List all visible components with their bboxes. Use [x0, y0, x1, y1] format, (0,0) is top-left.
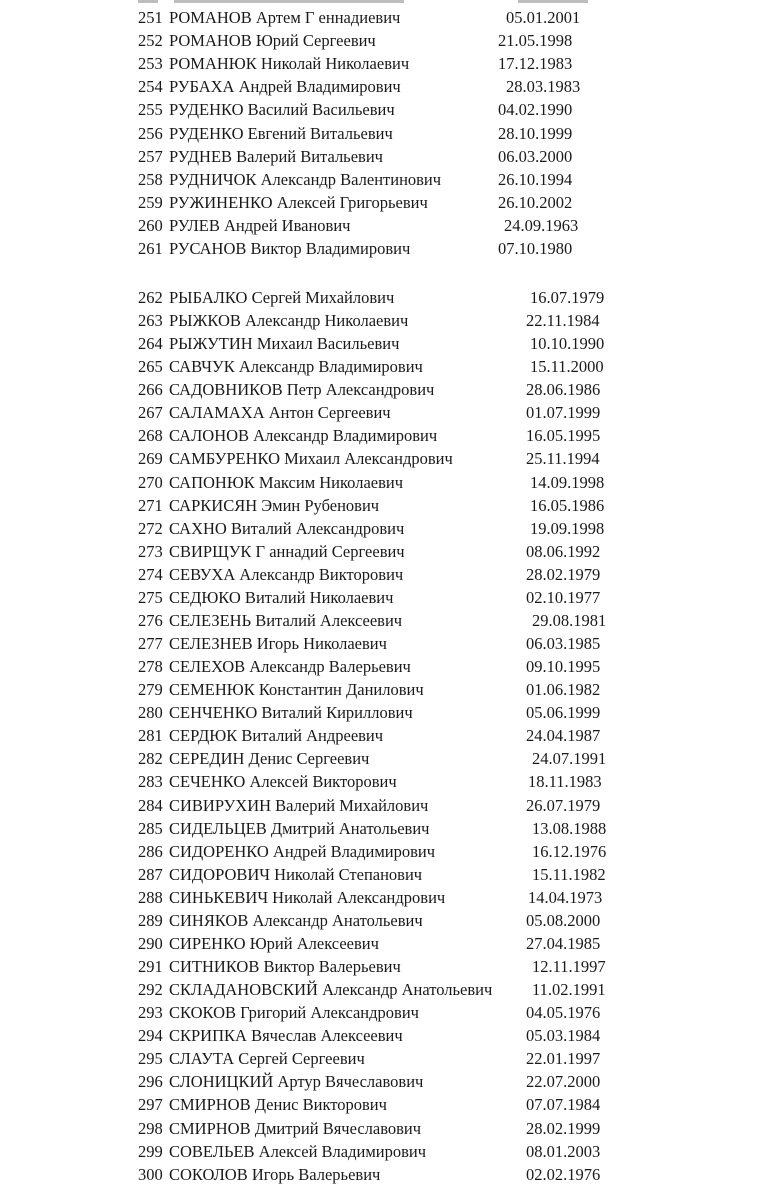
birth-date: 28.02.1979 — [526, 564, 601, 584]
row-number: 295 — [138, 1049, 163, 1069]
list-row — [138, 447, 600, 470]
person-name: СКОКОВ Григорий Александрович — [169, 1003, 419, 1023]
row-number: 273 — [138, 541, 163, 561]
person-name: РУДНЕВ Валерий Витальевич — [169, 146, 383, 166]
row-number: 279 — [138, 680, 163, 700]
person-name: СОВЕЛЬЕВ Алексей Владимирович — [169, 1141, 427, 1161]
list-row — [138, 863, 606, 886]
row-number: 298 — [138, 1118, 163, 1138]
birth-date: 05.08.2000 — [526, 910, 601, 930]
row-number: 255 — [138, 100, 163, 120]
row-number: 286 — [138, 841, 163, 861]
person-name: САХНО Виталий Александрович — [169, 518, 405, 538]
list-row — [138, 540, 601, 563]
birth-date: 28.02.1999 — [526, 1118, 601, 1138]
birth-date: 26.10.2002 — [498, 192, 573, 212]
list-row — [138, 817, 607, 840]
birth-date: 22.07.2000 — [526, 1072, 601, 1092]
cropped-row-top — [138, 0, 598, 4]
row-number: 289 — [138, 910, 163, 930]
row-number: 256 — [138, 123, 163, 143]
person-name: СИНЯКОВ Александр Анатольевич — [169, 910, 423, 930]
person-name: РУЖИНЕНКО Алексей Григорьевич — [169, 192, 428, 212]
person-name: СЕВУХА Александр Викторович — [169, 564, 404, 584]
list-row — [138, 29, 573, 52]
person-name: СИДОРЕНКО Андрей Владимирович — [169, 841, 436, 861]
row-number: 251 — [138, 8, 163, 27]
person-name: СЕЛЕЗНЕВ Игорь Николаевич — [169, 634, 387, 654]
birth-date: 24.04.1987 — [526, 726, 601, 746]
person-name: СКЛАДАНОВСКИЙ Александр Анатольевич — [169, 980, 493, 1000]
list-row — [138, 909, 601, 932]
birth-date: 02.02.1976 — [526, 1164, 601, 1184]
person-name: СКРИПКА Вячеслав Алексеевич — [169, 1026, 403, 1046]
person-name: РУДЕНКО Евгений Витальевич — [169, 123, 393, 143]
list-row — [138, 494, 605, 517]
row-number: 287 — [138, 864, 163, 884]
row-number: 269 — [138, 449, 163, 469]
birth-date: 07.07.1984 — [526, 1095, 601, 1115]
birth-date: 24.07.1991 — [532, 749, 607, 769]
cropped-text-fragment — [138, 0, 158, 3]
birth-date: 13.08.1988 — [532, 818, 607, 838]
birth-date: 11.02.1991 — [532, 980, 606, 1000]
row-number: 252 — [138, 31, 163, 51]
birth-date: 22.11.1984 — [526, 311, 600, 331]
row-number: 274 — [138, 564, 163, 584]
list-row — [138, 237, 573, 260]
person-name: РОМАНОВ Юрий Сергеевич — [169, 31, 376, 51]
birth-date: 04.05.1976 — [526, 1003, 601, 1023]
birth-date: 16.07.1979 — [530, 288, 605, 307]
row-number: 278 — [138, 657, 163, 677]
birth-date: 14.09.1998 — [530, 472, 605, 492]
birth-date: 15.11.1982 — [532, 864, 606, 884]
list-row — [138, 355, 604, 378]
row-number: 259 — [138, 192, 163, 212]
person-name: СЕЛЕЗЕНЬ Виталий Алексеевич — [169, 610, 403, 630]
list-row — [138, 840, 607, 863]
list-row — [138, 517, 605, 540]
list-row — [138, 332, 605, 355]
list-row — [138, 1024, 601, 1047]
list-row — [138, 1001, 601, 1024]
birth-date: 06.03.1985 — [526, 634, 601, 654]
person-name: СВИРЩУК Г аннадий Сергеевич — [169, 541, 405, 561]
list-row — [138, 794, 601, 817]
birth-date: 27.04.1985 — [526, 933, 601, 953]
birth-date: 16.12.1976 — [532, 841, 607, 861]
person-name: РУДЕНКО Василий Васильевич — [169, 100, 395, 120]
row-number: 268 — [138, 426, 163, 446]
row-number: 292 — [138, 980, 163, 1000]
person-name: СИРЕНКО Юрий Алексеевич — [169, 933, 379, 953]
person-name: РОМАНЮК Николай Николаевич — [169, 54, 410, 74]
list-row — [138, 1070, 601, 1093]
birth-date: 28.03.1983 — [506, 77, 581, 97]
person-name: РУДНИЧОК Александр Валентинович — [169, 169, 442, 189]
person-name: СЕЧЕНКО Алексей Викторович — [169, 772, 397, 792]
list-row — [138, 1047, 601, 1070]
row-number: 294 — [138, 1026, 163, 1046]
row-number: 299 — [138, 1141, 163, 1161]
person-name: СИДОРОВИЧ Николай Степанович — [169, 864, 423, 884]
row-number: 297 — [138, 1095, 163, 1115]
row-number: 283 — [138, 772, 163, 792]
birth-date: 08.01.2003 — [526, 1141, 601, 1161]
person-name: СЛОНИЦКИЙ Артур Вячеславович — [169, 1072, 424, 1092]
person-name: СЕЛЕХОВ Александр Валерьевич — [169, 657, 411, 677]
person-name: СЛАУТА Сергей Сергеевич — [169, 1049, 365, 1069]
person-name: СИНЬКЕВИЧ Николай Александрович — [169, 887, 446, 907]
birth-date: 28.10.1999 — [498, 123, 573, 143]
birth-date: 19.09.1998 — [530, 518, 605, 538]
row-number: 263 — [138, 311, 163, 331]
row-number: 265 — [138, 357, 163, 377]
list-row — [138, 145, 573, 168]
list-row — [138, 1117, 601, 1140]
cropped-text-fragment — [174, 0, 404, 3]
birth-date: 26.10.1994 — [498, 169, 573, 189]
list-row — [138, 678, 601, 701]
person-name: САЛОНОВ Александр Владимирович — [169, 426, 438, 446]
cropped-text-fragment — [518, 0, 588, 3]
list-row — [138, 955, 606, 978]
person-name: СЕДЮКО Виталий Николаевич — [169, 587, 394, 607]
row-number: 290 — [138, 933, 163, 953]
birth-date: 29.08.1981 — [532, 610, 607, 630]
person-name: СЕНЧЕНКО Виталий Кириллович — [169, 703, 413, 723]
birth-date: 15.11.2000 — [530, 357, 604, 377]
row-number: 276 — [138, 610, 163, 630]
row-number: 288 — [138, 887, 163, 907]
person-name: РОМАНОВ Артем Г еннадиевич — [169, 8, 401, 27]
list-row — [138, 609, 607, 632]
list-row — [138, 168, 573, 191]
list-row — [138, 586, 601, 609]
list-row — [138, 401, 601, 424]
birth-date: 05.03.1984 — [526, 1026, 601, 1046]
row-number: 280 — [138, 703, 163, 723]
birth-date: 28.06.1986 — [526, 380, 601, 400]
birth-date: 08.06.1992 — [526, 541, 601, 561]
list-row — [138, 932, 601, 955]
person-name: САВЧУК Александр Владимирович — [169, 357, 423, 377]
birth-date: 05.01.2001 — [506, 8, 581, 27]
person-name: РУЛЕВ Андрей Иванович — [169, 215, 351, 235]
person-name: САЛАМАХА Антон Сергеевич — [169, 403, 391, 423]
person-name: СИДЕЛЬЦЕВ Дмитрий Анатольевич — [169, 818, 430, 838]
birth-date: 22.01.1997 — [526, 1049, 601, 1069]
birth-date: 14.04.1973 — [528, 887, 603, 907]
list-row — [138, 978, 606, 1001]
row-number: 271 — [138, 495, 163, 515]
list-row — [138, 1163, 601, 1186]
list-row — [138, 214, 579, 237]
birth-date: 01.06.1982 — [526, 680, 601, 700]
person-name: РЫБАЛКО Сергей Михайлович — [169, 288, 395, 307]
row-number: 261 — [138, 239, 163, 258]
person-name: СЕРДЮК Виталий Андреевич — [169, 726, 384, 746]
row-number: 281 — [138, 726, 163, 746]
list-row — [138, 563, 601, 586]
row-number: 282 — [138, 749, 163, 769]
birth-date: 16.05.1995 — [526, 426, 601, 446]
person-name: СМИРНОВ Дмитрий Вячеславович — [169, 1118, 422, 1138]
person-name: САРКИСЯН Эмин Рубенович — [169, 495, 380, 515]
birth-date: 07.10.1980 — [498, 239, 573, 258]
birth-date: 12.11.1997 — [532, 957, 606, 977]
row-number: 262 — [138, 288, 163, 307]
row-number: 291 — [138, 957, 163, 977]
person-name: САДОВНИКОВ Петр Александрович — [169, 380, 435, 400]
birth-date: 17.12.1983 — [498, 54, 573, 74]
list-row — [138, 886, 603, 909]
person-name: РЫЖУТИН Михаил Васильевич — [169, 334, 400, 354]
person-name: СИТНИКОВ Виктор Валерьевич — [169, 957, 401, 977]
row-number: 260 — [138, 215, 163, 235]
birth-date: 26.07.1979 — [526, 795, 601, 815]
birth-date: 18.11.1983 — [528, 772, 602, 792]
birth-date: 21.05.1998 — [498, 31, 573, 51]
person-name: СЕРЕДИН Денис Сергеевич — [169, 749, 370, 769]
row-number: 257 — [138, 146, 163, 166]
row-number: 285 — [138, 818, 163, 838]
row-number: 264 — [138, 334, 163, 354]
row-number: 254 — [138, 77, 163, 97]
person-name: СМИРНОВ Денис Викторович — [169, 1095, 387, 1115]
list-row — [138, 770, 602, 793]
list-row — [138, 632, 601, 655]
row-number: 270 — [138, 472, 163, 492]
row-number: 275 — [138, 587, 163, 607]
list-row — [138, 75, 581, 98]
birth-date: 04.02.1990 — [498, 100, 573, 120]
person-name: СЕМЕНЮК Константин Данилович — [169, 680, 424, 700]
row-number: 277 — [138, 634, 163, 654]
person-name: РЫЖКОВ Александр Николаевич — [169, 311, 409, 331]
row-number: 296 — [138, 1072, 163, 1092]
row-number: 267 — [138, 403, 163, 423]
list-row — [138, 747, 607, 770]
row-number: 272 — [138, 518, 163, 538]
birth-date: 06.03.2000 — [498, 146, 573, 166]
row-number: 284 — [138, 795, 163, 815]
list-row — [138, 6, 581, 29]
person-name: САПОНЮК Максим Николаевич — [169, 472, 404, 492]
list-row — [138, 471, 605, 494]
list-row — [138, 724, 601, 747]
list-row — [138, 701, 601, 724]
list-row — [138, 655, 601, 678]
list-row — [138, 1140, 601, 1163]
list-row — [138, 98, 573, 121]
row-number: 266 — [138, 380, 163, 400]
person-name: РУБАХА Андрей Владимирович — [169, 77, 401, 97]
person-name: СОКОЛОВ Игорь Валерьевич — [169, 1164, 381, 1184]
birth-date: 10.10.1990 — [530, 334, 605, 354]
list-row — [138, 378, 601, 401]
birth-date: 05.06.1999 — [526, 703, 601, 723]
list-row — [138, 52, 573, 75]
birth-date: 24.09.1963 — [504, 215, 579, 235]
row-number: 253 — [138, 54, 163, 74]
birth-date: 09.10.1995 — [526, 657, 601, 677]
birth-date: 25.11.1994 — [526, 449, 600, 469]
list-row — [138, 309, 600, 332]
birth-date: 16.05.1986 — [530, 495, 605, 515]
list-row — [138, 1093, 601, 1116]
person-name: СИВИРУХИН Валерий Михайлович — [169, 795, 429, 815]
person-name: САМБУРЕНКО Михаил Александрович — [169, 449, 453, 469]
birth-date: 01.07.1999 — [526, 403, 601, 423]
list-row — [138, 286, 605, 309]
row-number: 258 — [138, 169, 163, 189]
person-name: РУСАНОВ Виктор Владимирович — [169, 239, 411, 258]
list-row — [138, 191, 573, 214]
birth-date: 02.10.1977 — [526, 587, 601, 607]
list-row — [138, 122, 573, 145]
list-row — [138, 424, 601, 447]
row-number: 293 — [138, 1003, 163, 1023]
row-number: 300 — [138, 1164, 163, 1184]
